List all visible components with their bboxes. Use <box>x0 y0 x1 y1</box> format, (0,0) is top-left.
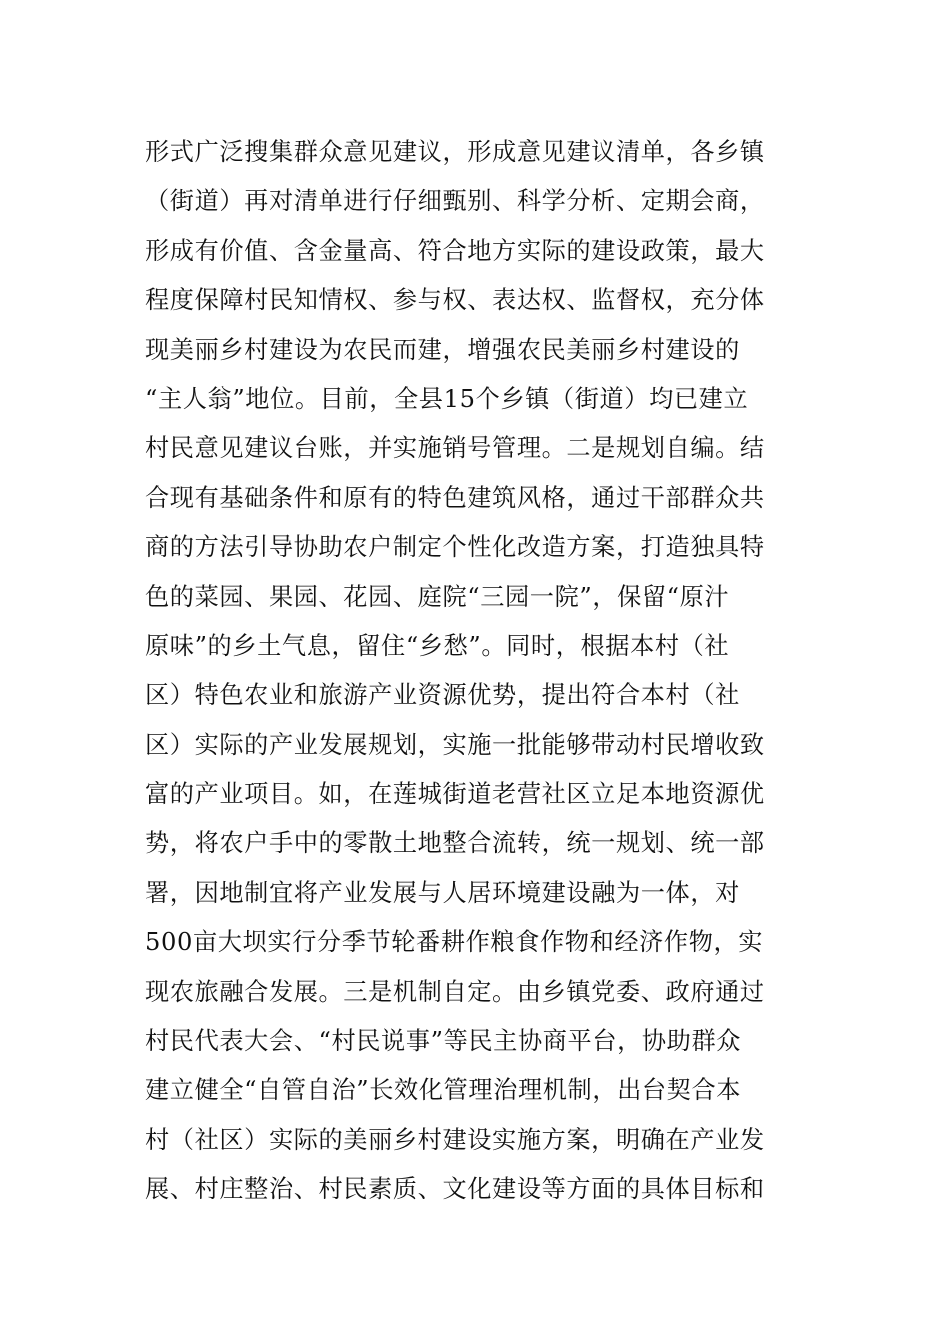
text-line-7: 村民意见建议台账，并实施销号管理。二是规划自编。结 <box>145 434 765 463</box>
text-line-10: 色的菜园、果园、花园、庭院“三园一院”，保留“原汁 <box>145 582 730 611</box>
text-line-2: （街道）再对清单进行仔细甄别、科学分析、定期会商， <box>145 187 765 216</box>
text-line-13: 区）实际的产业发展规划，实施一批能够带动村民增收致 <box>145 730 765 759</box>
text-line-9: 商的方法引导协助农户制定个性化改造方案，打造独具特 <box>145 533 765 562</box>
text-line-19: 村民代表大会、“村民说事”等民主协商平台，协助群众 <box>145 1027 742 1056</box>
text-line-8: 合现有基础条件和原有的特色建筑风格，通过干部群众共 <box>145 483 765 512</box>
text-line-15: 势，将农户手中的零散土地整合流转，统一规划、统一部 <box>145 829 765 858</box>
text-line-20: 建立健全“自管自治”长效化管理治理机制，出台契合本 <box>145 1076 742 1105</box>
text-line-6: “主人翁”地位。目前，全县15个乡镇（街道）均已建立 <box>145 384 749 413</box>
text-line-11: 原味”的乡土气息，留住“乡愁”。同时，根据本村（社 <box>145 631 730 660</box>
text-line-18: 现农旅融合发展。三是机制自定。由乡镇党委、政府通过 <box>145 977 765 1006</box>
text-line-22: 展、村庄整治、村民素质、文化建设等方面的具体目标和 <box>145 1175 765 1204</box>
text-line-17: 500亩大坝实行分季节轮番耕作粮食作物和经济作物，实 <box>145 928 764 957</box>
text-line-14: 富的产业项目。如，在莲城街道老营社区立足本地资源优 <box>145 780 765 809</box>
body-text <box>145 128 815 1215</box>
text-line-3: 形成有价值、含金量高、符合地方实际的建设政策，最大 <box>145 236 765 265</box>
text-line-21: 村（社区）实际的美丽乡村建设实施方案，明确在产业发 <box>145 1125 765 1154</box>
text-line-1: 形式广泛搜集群众意见建议，形成意见建议清单，各乡镇 <box>145 138 765 166</box>
text-line-12: 区）特色农业和旅游产业资源优势，提出符合本村（社 <box>145 681 740 710</box>
text-line-16: 署，因地制宜将产业发展与人居环境建设融为一体，对 <box>145 878 740 907</box>
text-line-5: 现美丽乡村建设为农民而建，增强农民美丽乡村建设的 <box>145 335 740 364</box>
text-line-4: 程度保障村民知情权、参与权、表达权、监督权，充分体 <box>145 286 765 315</box>
